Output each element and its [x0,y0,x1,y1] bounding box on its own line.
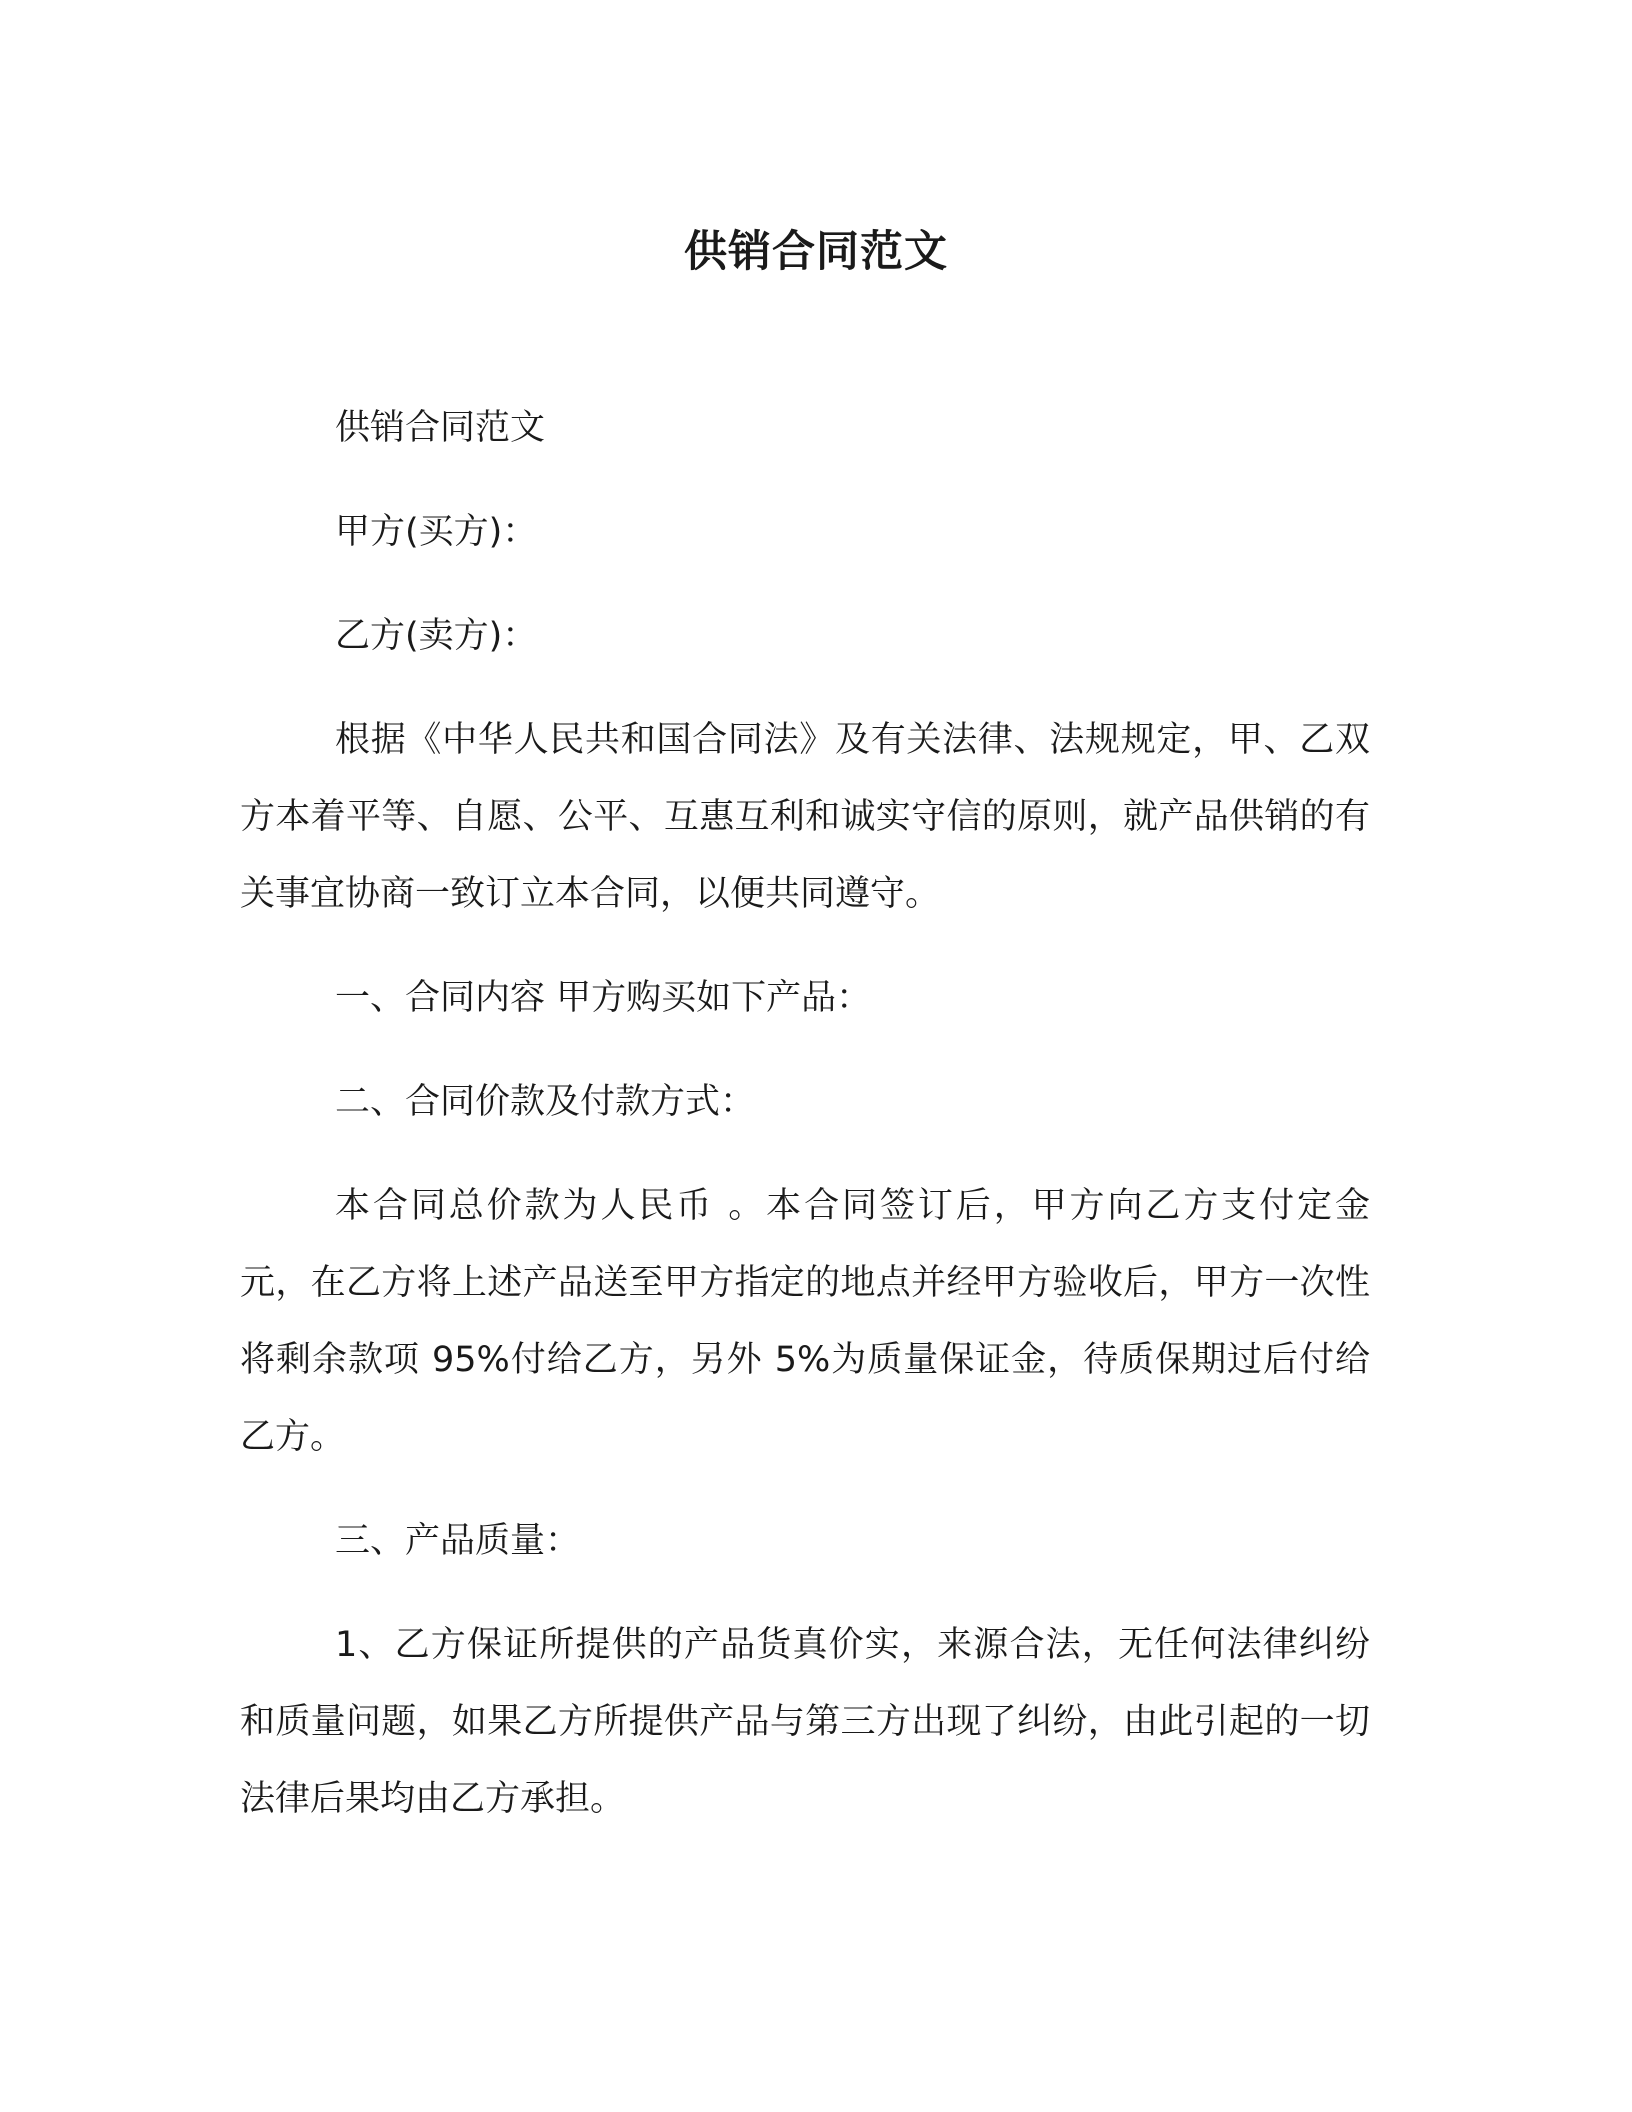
paragraph-party-a: 甲方(买方)： [335,512,538,552]
document-title: 供销合同范文 [684,227,948,277]
paragraph-section-3-heading: 三、产品质量： [335,1521,581,1561]
paragraph-party-b: 乙方(卖方)： [335,616,538,656]
paragraph-section-2-heading: 二、合同价款及付款方式： [335,1082,756,1122]
paragraph-section-1-heading: 一、合同内容 甲方购买如下产品： [335,978,872,1018]
paragraph-preamble: 根据《中华人民共和国合同法》及有关法律、法规规定，甲、乙双方本着平等、自愿、公平、互惠互利和诚实守信的原则，就产品供销的有关事宜协商一致订立本合同，以便共同遵守。 [240,720,1370,914]
paragraph-quality-clause-1: 1、乙方保证所提供的产品货真价实，来源合法，无任何法律纠纷和质量问题，如果乙方所提供产品与第三方出现了纠纷，由此引起的一切法律后果均由乙方承担。 [240,1625,1370,1819]
document-body [240,390,1370,1865]
paragraph-subtitle: 供销合同范文 [335,408,546,448]
paragraph-payment-terms: 本合同总价款为人民币 。本合同签订后，甲方向乙方支付定金 元，在乙方将上述产品送至甲方指定的地点并经甲方验收后，甲方一次性将剩余款项 95%付给乙方，另外 5%为质量保证金，待质保期过后付给乙方。 [240,1186,1370,1457]
